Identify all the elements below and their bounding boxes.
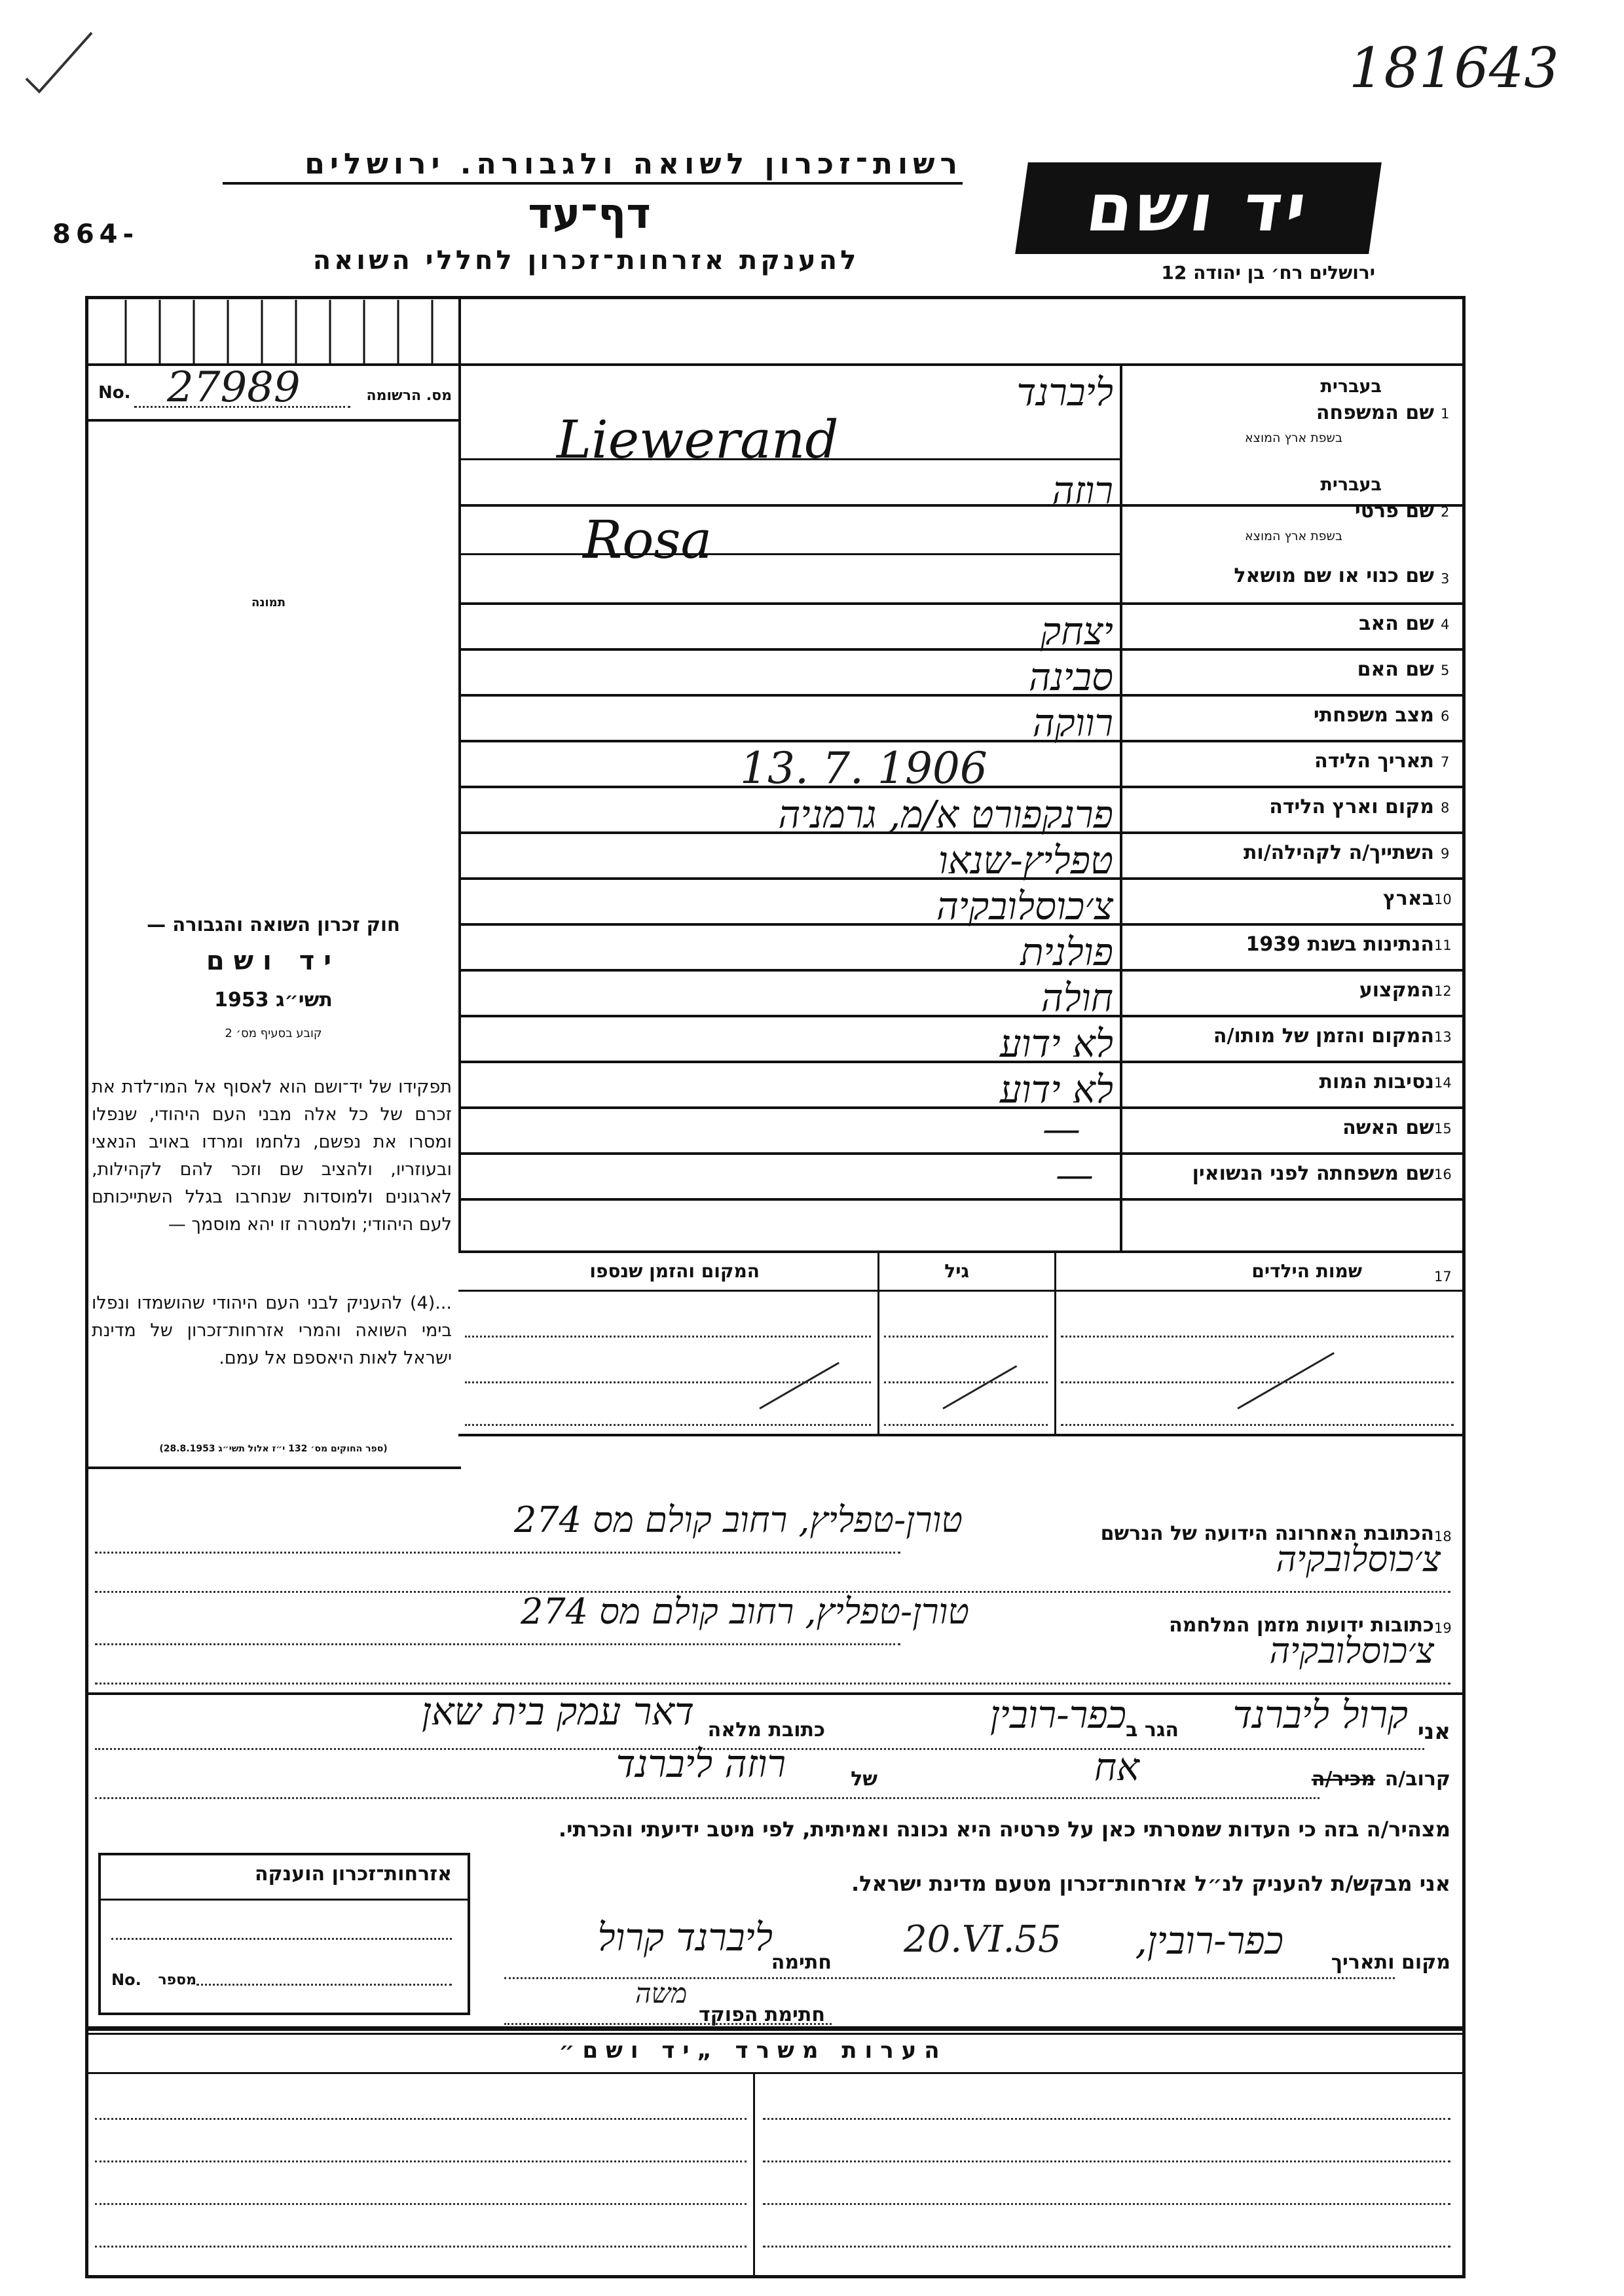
field-17-number: 17 <box>1434 1269 1452 1285</box>
field-1-hebrew-tag: בעברית <box>1320 376 1382 397</box>
field-5-value: סבינה <box>1029 655 1113 699</box>
field-11-value: פולנית <box>1020 930 1113 974</box>
sign-date: 20.VI.55 <box>904 1918 1061 1961</box>
declarant-lives-label: הגר ב <box>1126 1719 1179 1741</box>
of-name: רוזה ליברנד <box>616 1741 786 1786</box>
field-18-label: הכתובת האחרונה הידועה של הנרשם <box>1100 1522 1434 1545</box>
field-18-line-2: צ׳כוסלובקיה <box>1276 1539 1441 1580</box>
field-12-label: המקצוע <box>1359 979 1434 1002</box>
field-14-number: 14 <box>1434 1075 1452 1091</box>
law-year: תשי״ג 1953 <box>214 989 333 1011</box>
field-5-label: שם האם <box>1357 658 1434 681</box>
field-18-line-1: טורן-טפליץ, רחוב קולם מס 274 <box>513 1499 963 1540</box>
field-1-label: שם המשפחה <box>1316 401 1434 424</box>
field-6-number: 6 <box>1441 708 1450 724</box>
law-name: יד ושם <box>206 946 341 976</box>
field-15-value: — <box>1043 1106 1080 1151</box>
field-14-value: לא ידוע <box>999 1067 1113 1112</box>
signature: ליברנד קרול <box>597 1915 773 1959</box>
field-15-label: שם האשה <box>1342 1116 1434 1139</box>
field-7-value: 13. 7. 1906 <box>740 743 987 793</box>
children-col-age: גיל <box>944 1260 969 1282</box>
certificate-number-label: מספר <box>158 1972 196 1988</box>
children-col-place: המקום והזמן שנספו <box>589 1260 760 1282</box>
authority-name: רשות־זכרון לשואה ולגבורה. ירושלים <box>223 147 963 185</box>
field-2-value-latin: Rosa <box>583 509 712 570</box>
field-2-value-hebrew: רוזה <box>1052 468 1113 513</box>
address-line: ירושלים רח׳ בן יהודה 12 <box>1161 262 1375 283</box>
field-11-number: 11 <box>1434 938 1452 953</box>
notes-title: הערות משרד „יד ושם״ <box>559 2037 948 2064</box>
field-1-origin-tag: בשפת ארץ המוצא <box>1244 431 1342 445</box>
logo-text: יד ושם <box>1082 170 1315 246</box>
field-3-label: שם כנוי או שם מושאל <box>1234 564 1434 587</box>
field-4-number: 4 <box>1441 617 1450 632</box>
form-subtitle: להענקת אזרחות־זכרון לחללי השואה <box>312 246 860 276</box>
field-9-label: השתייך/ה לקהילה/ות <box>1243 841 1434 864</box>
field-2-hebrew-tag: בעברית <box>1320 475 1382 495</box>
field-13-number: 13 <box>1434 1029 1452 1045</box>
signature-label: חתימה <box>771 1951 832 1974</box>
officer-signature: משה <box>635 1977 688 2009</box>
field-8-number: 8 <box>1441 800 1450 816</box>
field-2-label: שם פרטי <box>1354 500 1434 522</box>
declarant-i-label: אני <box>1417 1719 1450 1745</box>
field-2-number: 2 <box>1441 504 1450 520</box>
field-14-label: נסיבות המות <box>1319 1070 1434 1093</box>
form-title: דף־עד <box>528 190 651 238</box>
field-18-number: 18 <box>1434 1529 1452 1544</box>
declarant-address: דאר עמק בית שאן <box>422 1689 694 1734</box>
law-source: (ספר החוקים מס׳ 132 י״ז אלול תשי״ג 28.8.1953) <box>159 1444 388 1454</box>
declarant-city: כפר-רובין <box>989 1692 1126 1737</box>
declarant-name: קרול ליברנד <box>1232 1692 1408 1737</box>
field-3-number: 3 <box>1441 571 1450 587</box>
declarant-address-label: כתובת מלאה <box>707 1719 825 1741</box>
yad-vashem-logo <box>1015 162 1382 254</box>
field-10-value: צ׳כוסלובקיה <box>936 884 1113 928</box>
field-4-value: יצחק <box>1041 609 1113 653</box>
officer-label: חתימת הפוקד <box>699 2003 825 2026</box>
law-title: חוק זכרון השואה והגבורה — <box>147 913 400 936</box>
law-paragraph-1: תפקידו של יד־ושם הוא לאסוף אל המו־לדת את זכרם של כל אלה מבני העם היהודי, שנפלו ומסרו את נפשם, נלחמו ומרדו באויב הנאצי ובעוזריו, ולהציב שם וזכר להם לקהילות, לארגונים ולמוסדות שנחרבו בגלל השתייכותם לעם היהודי; ולמטרה זו יהא מוסמך — <box>92 1077 452 1235</box>
field-8-value: פרנקפורט א/מ, גרמניה <box>778 792 1113 837</box>
registration-label: מס. הרשומה <box>366 388 452 404</box>
registration-boxes <box>92 300 458 363</box>
field-7-label: תאריך הלידה <box>1314 750 1434 773</box>
field-10-label: בארץ <box>1382 887 1434 910</box>
relative-label: קרוב/ה <box>1384 1768 1450 1791</box>
field-1-number: 1 <box>1441 406 1450 422</box>
field-13-value: לא ידוע <box>999 1021 1113 1066</box>
field-9-number: 9 <box>1441 846 1450 862</box>
field-16-value: — <box>1056 1152 1094 1197</box>
field-5-number: 5 <box>1441 663 1450 678</box>
certificate-no-label: No. <box>111 1971 141 1989</box>
field-19-line-1: טורן-טפליץ, רחוב קולם מס 274 <box>520 1591 969 1632</box>
field-1-value-hebrew: ליברנד <box>1016 370 1113 414</box>
registration-no-label: No. <box>98 383 131 403</box>
field-6-label: מצב משפחתי <box>1313 704 1434 727</box>
field-19-line-2: צ׳כוסלובקיה <box>1269 1630 1434 1671</box>
statement-1: מצהיר/ה בזה כי העדות שמסרתי כאן על פרטיה היא נכונה ואמיתית, לפי מיטב ידיעתי והכרתי. <box>558 1817 1450 1842</box>
field-7-number: 7 <box>1441 754 1450 770</box>
field-16-label: שם משפחתה לפני הנשואין <box>1192 1162 1434 1185</box>
struck-label: מכיר/ה <box>1311 1768 1375 1791</box>
relation: אח <box>1094 1745 1139 1789</box>
certificate-title: אזרחות־זכרון הוענקה <box>254 1863 452 1886</box>
field-13-label: המקום והזמן של מותו/ה <box>1213 1025 1434 1048</box>
law-paragraph-2: ...(4) להעניק לבני העם היהודי שהושמדו ונפלו בימי השואה והמרי אזרחות־זכרון של מדינת ישראל לאות היאספם אל עמם. <box>92 1293 452 1368</box>
field-12-number: 12 <box>1434 983 1452 999</box>
field-12-value: חולה <box>1041 975 1113 1020</box>
field-10-number: 10 <box>1434 892 1452 907</box>
statement-2: אני מבקש/ת להעניק לנ״ל אזרחות־זכרון מטעם מדינת ישראל. <box>851 1871 1450 1896</box>
field-4-label: שם האב <box>1359 612 1434 635</box>
field-6-value: רווקה <box>1032 701 1113 745</box>
field-19-label: כתובות ידועות מזמן המלחמה <box>1169 1614 1434 1637</box>
field-2-origin-tag: בשפת ארץ המוצא <box>1244 529 1342 543</box>
law-clause: קובע בסעיף מס׳ 2 <box>225 1027 322 1040</box>
place-date-label: מקום ותאריך <box>1331 1951 1450 1974</box>
of-label: של <box>851 1768 877 1791</box>
field-15-number: 15 <box>1434 1121 1452 1137</box>
field-19-number: 19 <box>1434 1620 1452 1636</box>
photo-label: תמונה <box>251 596 286 610</box>
ref-number: 864- <box>52 219 139 249</box>
children-col-names: שמות הילדים <box>1251 1260 1362 1282</box>
field-1-value-latin: Liewerand <box>557 409 839 470</box>
registration-number: 27989 <box>167 363 301 412</box>
check-mark-icon <box>20 26 98 98</box>
place-date: כפר-רובין, <box>1135 1918 1283 1963</box>
archive-number: 181643 <box>1349 36 1559 100</box>
field-9-value: טפליץ-שנאו <box>938 838 1113 883</box>
field-16-number: 16 <box>1434 1167 1452 1182</box>
field-11-label: הנתינות בשנת 1939 <box>1246 933 1434 956</box>
notes-area <box>85 2026 1466 2278</box>
field-8-label: מקום וארץ הלידה <box>1269 795 1434 818</box>
